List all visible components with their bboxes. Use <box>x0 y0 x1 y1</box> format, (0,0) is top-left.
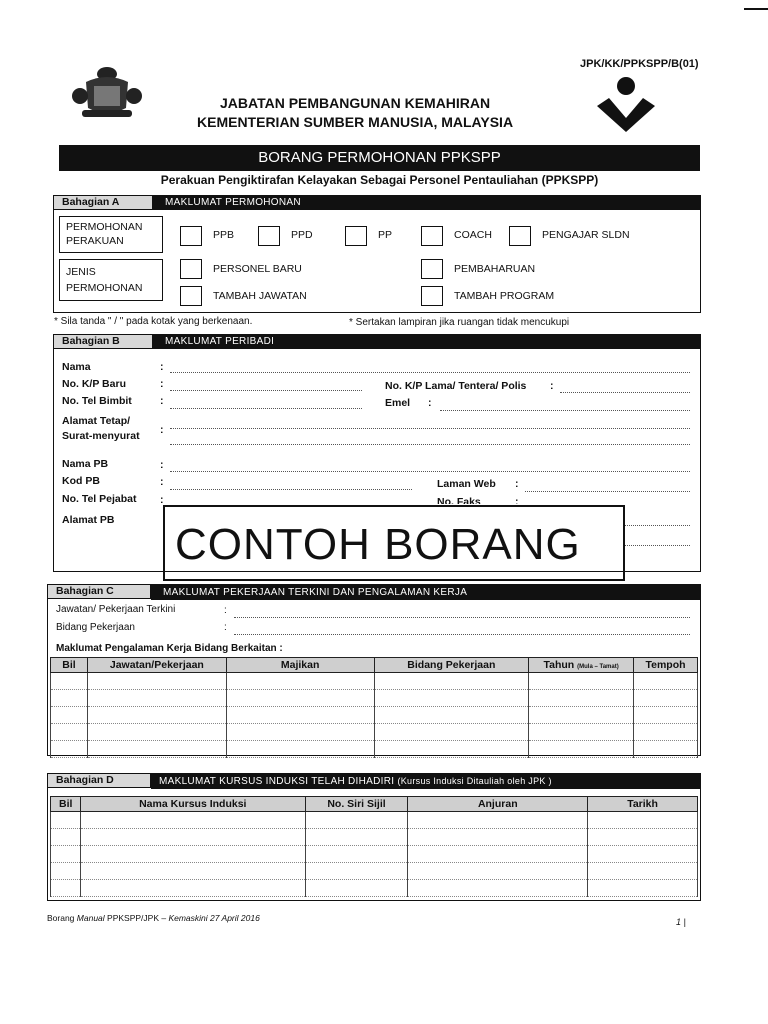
checkbox-ppd[interactable] <box>258 226 280 246</box>
input-emel[interactable] <box>440 410 690 411</box>
table-row[interactable] <box>51 812 698 829</box>
input-nama[interactable] <box>170 372 690 373</box>
col-tempoh: Tempoh <box>634 658 698 673</box>
colon: : <box>160 459 164 471</box>
jenis-label-2: PERMOHONAN <box>66 282 143 294</box>
checkbox-pp[interactable] <box>345 226 367 246</box>
page-number: 1 | <box>676 917 686 927</box>
section-d-title-sub: (Kursus Induksi Ditauliah oleh JPK ) <box>397 776 552 786</box>
section-d-title <box>151 774 701 789</box>
checkbox-coach[interactable] <box>421 226 443 246</box>
colon: : <box>224 605 227 616</box>
option-pembaharuan: PEMBAHARUAN <box>454 263 536 275</box>
label-alamat-1: Alamat Tetap/ <box>62 415 131 427</box>
table-row[interactable] <box>51 707 698 724</box>
label-jawatan-terkini: Jawatan/ Pekerjaan Terkini <box>56 604 176 615</box>
input-laman-web[interactable] <box>525 491 690 492</box>
label-tel-bimbit: No. Tel Bimbit <box>62 395 132 407</box>
colon: : <box>160 494 164 506</box>
option-pengajar-sldn: PENGAJAR SLDN <box>542 229 630 241</box>
col-tarikh: Tarikh <box>588 797 698 812</box>
label-emel: Emel <box>385 397 411 409</box>
col-bidang: Bidang Pekerjaan <box>374 658 529 673</box>
section-a-title-text: MAKLUMAT PERMOHONAN <box>165 197 301 208</box>
input-tel-bimbit[interactable] <box>170 408 362 409</box>
input-kod-pb[interactable] <box>170 489 412 490</box>
input-nama-pb[interactable] <box>170 471 690 472</box>
footer-prefix: Borang <box>47 913 77 923</box>
checkbox-pembaharuan[interactable] <box>421 259 443 279</box>
org-name-line2: KEMENTERIAN SUMBER MANUSIA, MALAYSIA <box>197 114 514 130</box>
checkbox-pengajar-sldn[interactable] <box>509 226 531 246</box>
footer-manual: Manual <box>76 913 105 923</box>
option-coach: COACH <box>454 229 492 241</box>
option-pp: PP <box>378 229 393 241</box>
footer-mid: PPKSPP/JPK – <box>104 913 169 923</box>
col-nama-kursus: Nama Kursus Induksi <box>80 797 305 812</box>
org-name-line1: JABATAN PEMBANGUNAN KEMAHIRAN <box>220 95 491 111</box>
colon: : <box>160 378 164 390</box>
col-tahun-label: Tahun <box>543 659 575 671</box>
course-table <box>50 796 698 897</box>
section-d-tag: Bahagian D <box>47 773 151 788</box>
colon: : <box>160 395 164 407</box>
sample-stamp-text: CONTOH BORANG <box>175 520 581 569</box>
note-attachment: * Sertakan lampiran jika ruangan tidak mencukupi <box>349 317 570 328</box>
input-kp-lama[interactable] <box>560 392 690 393</box>
table-row[interactable] <box>51 863 698 880</box>
colon: : <box>160 476 164 488</box>
colon: : <box>160 361 164 373</box>
table-row[interactable] <box>51 724 698 741</box>
option-tambah-jawatan: TAMBAH JAWATAN <box>213 290 307 302</box>
input-kp-baru[interactable] <box>170 390 362 391</box>
table-row[interactable] <box>51 673 698 690</box>
checkbox-tambah-jawatan[interactable] <box>180 286 202 306</box>
colon: : <box>515 496 519 504</box>
section-a-tag: Bahagian A <box>53 195 153 210</box>
col-anjuran: Anjuran <box>408 797 588 812</box>
colon: : <box>160 424 164 436</box>
colon: : <box>550 380 554 392</box>
input-alamat-line2[interactable] <box>170 444 690 445</box>
label-laman-web: Laman Web <box>437 478 496 490</box>
checkbox-tambah-program[interactable] <box>421 286 443 306</box>
jenis-label-1: JENIS <box>66 266 96 278</box>
label-nama-pb: Nama PB <box>62 458 109 470</box>
label-bidang-pekerjaan: Bidang Pekerjaan <box>56 622 135 633</box>
colon: : <box>224 622 227 633</box>
jpk-logo <box>595 76 657 132</box>
label-alamat-2: Surat-menyurat <box>62 430 140 442</box>
perakuan-label-2: PERAKUAN <box>66 235 124 247</box>
section-c-title-text: MAKLUMAT PEKERJAAN TERKINI DAN PENGALAMAN KERJA <box>163 587 468 598</box>
section-c-tag: Bahagian C <box>47 584 151 599</box>
input-jawatan-terkini[interactable] <box>234 617 690 618</box>
section-a-title <box>153 195 701 210</box>
col-no-siri-sijil: No. Siri Sijil <box>305 797 408 812</box>
label-no-faks: No. Faks <box>437 496 481 504</box>
col-tahun-sub: (Mula – Tamat) <box>577 664 619 670</box>
note-tick-box: * Sila tanda " / " pada kotak yang berkenaan. <box>54 316 253 327</box>
form-title: BORANG PERMOHONAN PPKSPP <box>258 149 501 166</box>
input-alamat-line1[interactable] <box>170 428 690 429</box>
label-alamat-pb: Alamat PB <box>62 514 115 526</box>
input-alamat-pb-line1[interactable] <box>625 525 690 526</box>
section-d-title-text: MAKLUMAT KURSUS INDUKSI TELAH DIHADIRI <box>159 776 395 787</box>
checkbox-ppb[interactable] <box>180 226 202 246</box>
colon: : <box>428 397 432 409</box>
section-b-title <box>153 334 701 349</box>
option-ppb: PPB <box>213 229 235 241</box>
footer-date: Kemaskini 27 April 2016 <box>168 913 260 923</box>
scan-mark <box>744 8 768 10</box>
table-row[interactable] <box>51 690 698 707</box>
option-tambah-program: TAMBAH PROGRAM <box>454 290 555 302</box>
checkbox-personel-baru[interactable] <box>180 259 202 279</box>
section-b-title-text: MAKLUMAT PERIBADI <box>165 336 275 347</box>
form-code: JPK/KK/PPKSPP/B(01) <box>580 58 699 70</box>
col-bil: Bil <box>51 658 88 673</box>
col-majikan: Majikan <box>226 658 374 673</box>
section-c-title <box>151 585 701 600</box>
table-row[interactable] <box>51 829 698 846</box>
perakuan-label-1: PERMOHONAN <box>66 221 143 233</box>
table-row[interactable] <box>51 846 698 863</box>
table-row[interactable] <box>51 880 698 897</box>
input-bidang-pekerjaan[interactable] <box>234 634 690 635</box>
experience-table <box>50 657 698 758</box>
label-tel-pejabat: No. Tel Pejabat <box>62 493 137 505</box>
experience-table-caption: Maklumat Pengalaman Kerja Bidang Berkaitan : <box>56 643 283 654</box>
label-kp-lama: No. K/P Lama/ Tentera/ Polis <box>385 380 527 392</box>
label-kp-baru: No. K/P Baru <box>62 378 126 390</box>
option-personel-baru: PERSONEL BARU <box>213 263 302 275</box>
form-subtitle: Perakuan Pengiktirafan Kelayakan Sebagai Personel Pentauliahan (PPKSPP) <box>160 173 599 187</box>
input-alamat-pb-line2[interactable] <box>625 545 690 546</box>
col-jawatan: Jawatan/Pekerjaan <box>87 658 226 673</box>
option-ppd: PPD <box>291 229 313 241</box>
col-tahun <box>529 658 634 673</box>
coat-of-arms-logo <box>72 64 142 122</box>
label-nama: Nama <box>62 361 91 373</box>
colon: : <box>515 478 519 490</box>
table-row[interactable] <box>51 741 698 758</box>
section-b-tag: Bahagian B <box>53 334 153 349</box>
footer-reference <box>47 913 260 923</box>
label-kod-pb: Kod PB <box>62 475 100 487</box>
col-bil: Bil <box>51 797 81 812</box>
